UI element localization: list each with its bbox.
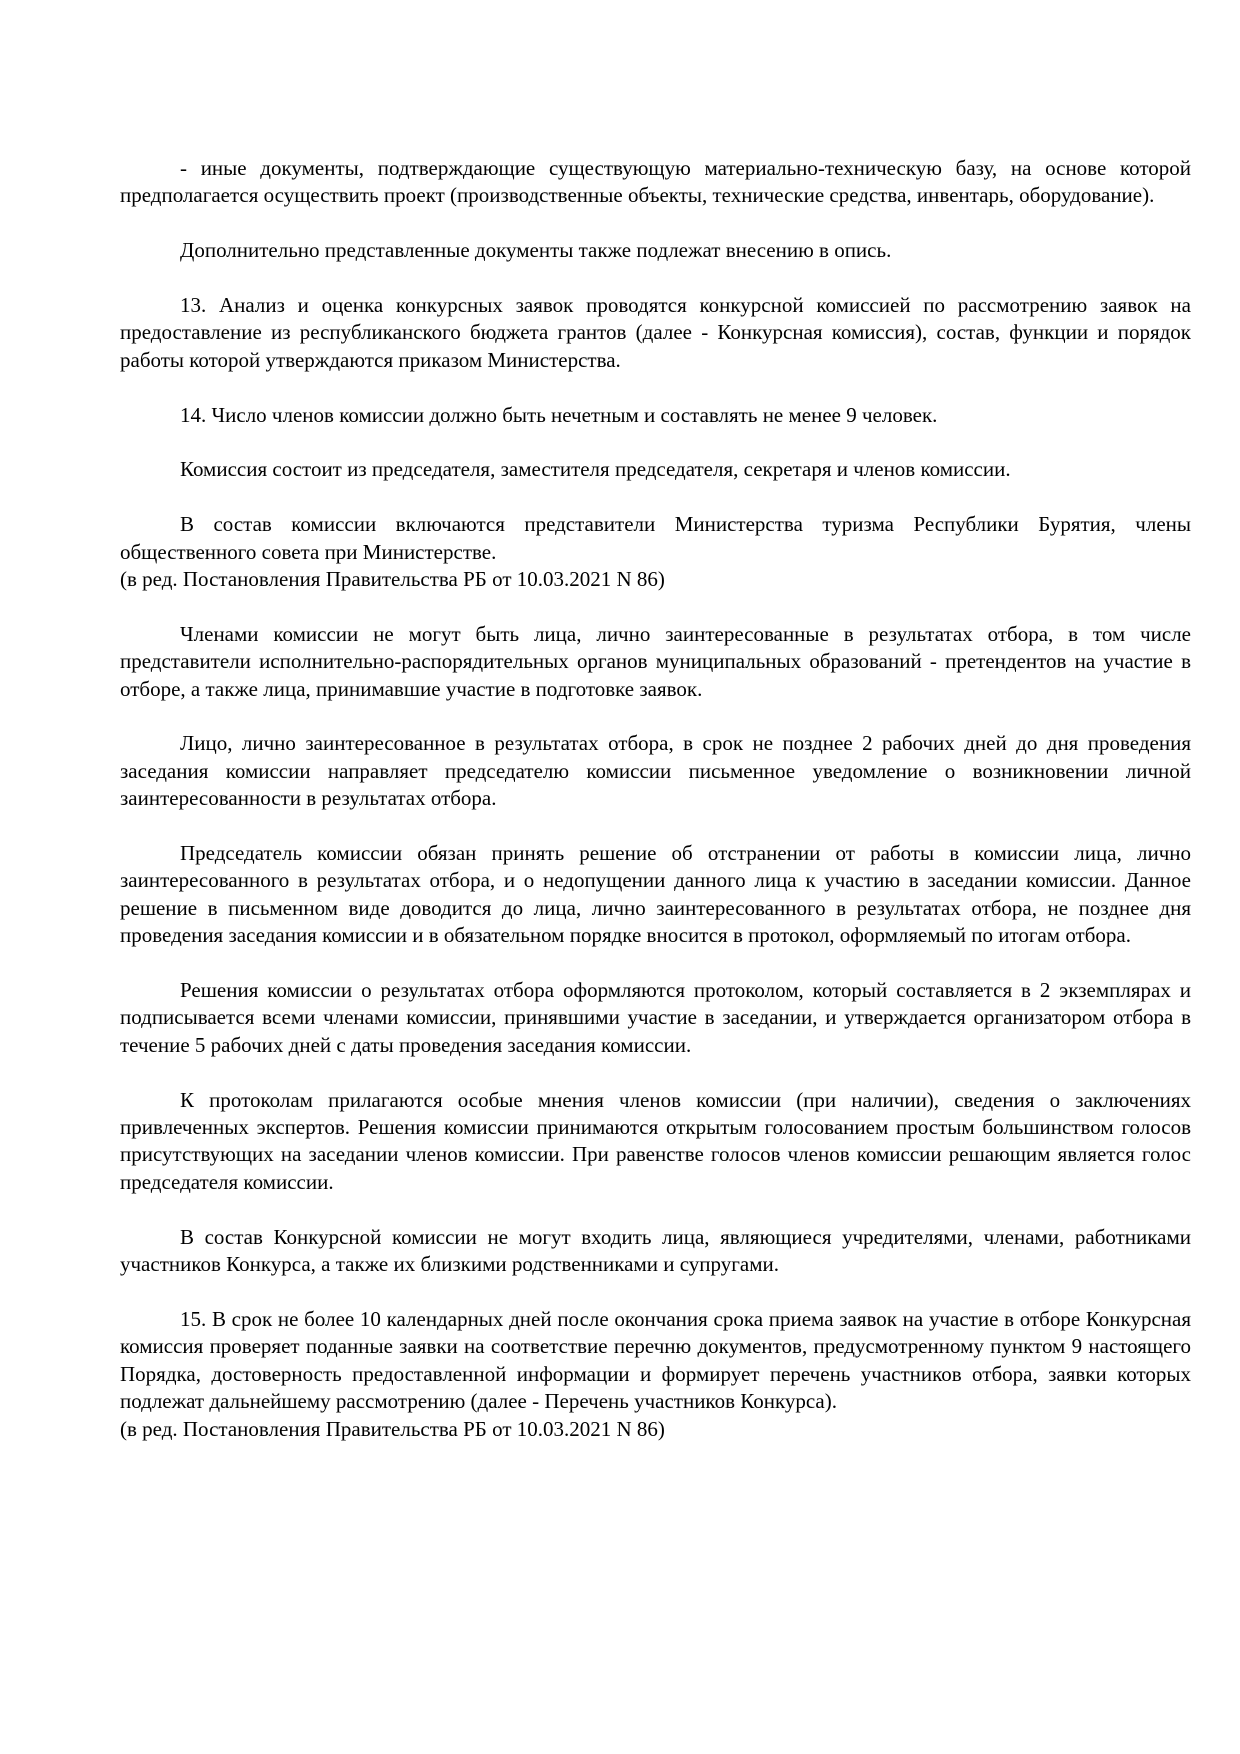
paragraph-composition-restrictions: В состав Конкурсной комиссии не могут входить лица, являющиеся учредителями, членами, работниками участников Конкурса, а также их близкими родственниками и супругами. — [120, 1224, 1191, 1277]
paragraph-decisions-protocol: Решения комиссии о результатах отбора оформляются протоколом, который составляется в 2 экземплярах и подписывается всеми членами комиссии, принявшими участие в заседании, и утверждается организатором отбора в течение 5 рабочих дней с даты проведения заседания комиссии. — [120, 978, 1191, 1057]
paragraph-14: 14. Число членов комиссии должно быть нечетным и составлять не менее 9 человек. — [180, 402, 938, 427]
paragraph-additional-documents: Дополнительно представленные документы также подлежат внесению в опись. — [180, 238, 892, 263]
paragraph-13: 13. Анализ и оценка конкурсных заявок проводятся конкурсной комиссией по рассмотрению заявок на предоставление из республиканского бюджета грантов (далее - Конкурсная комиссия), состав, функции и порядок работы которой утверждаются приказом Министерства. — [120, 293, 1191, 372]
paragraph-15: 15. В срок не более 10 календарных дней после окончания срока приема заявок на участие в отборе Конкурсная комиссия проверяет поданные заявки на соответствие перечню документов, предусмотренному пунктом 9 настоящего Порядка, достоверность предоставленной информации и формирует перечень участников отбора, заявки которых подлежат дальнейшему рассмотрению (далее - Перечень участников Конкурса). — [120, 1306, 1191, 1414]
amendment-note: (в ред. Постановления Правительства РБ от 10.03.2021 N 86) — [120, 567, 665, 592]
paragraph-protocol-attachments: К протоколам прилагаются особые мнения членов комиссии (при наличии), сведения о заключениях привлеченных экспертов. Решения комиссии принимаются открытым голосованием простым большинством голосов присутствующих на заседании членов комиссии. При равенстве голосов членов комиссии решающим является голос председателя комиссии. — [120, 1087, 1191, 1194]
paragraph-other-documents: - иные документы, подтверждающие существующую материально-техническую базу, на основе которой предполагается осуществить проект (производственные объекты, технические средства, инвентарь, оборудование). — [120, 156, 1191, 208]
paragraph-commission-structure: Комиссия состоит из председателя, заместителя председателя, секретаря и членов комиссии. — [180, 457, 1011, 482]
document-page — [120, 155, 1191, 1470]
paragraph-excluded-members: Членами комиссии не могут быть лица, лично заинтересованные в результатах отбора, в том числе представители исполнительно-распорядительных органов муниципальных образований - претендентов на участие в отборе, а также лица, принимавшие участие в подготовке заявок. — [120, 621, 1191, 701]
paragraph-chairman-duty: Председатель комиссии обязан принять решение об отстранении от работы в комиссии лица, лично заинтересованного в результатах отбора, и о недопущении данного лица к участию в заседании комиссии. Данное решение в письменном виде доводится до лица, лично заинтересованного в результатах отбора, не позднее дня проведения заседания комиссии и в обязательном порядке вносится в протокол, оформляемый по итогам отбора. — [120, 841, 1191, 948]
amendment-note: (в ред. Постановления Правительства РБ от 10.03.2021 N 86) — [120, 1416, 665, 1441]
paragraph-interested-person: Лицо, лично заинтересованное в результатах отбора, в срок не позднее 2 рабочих дней до дня проведения заседания комиссии направляет председателю комиссии письменное уведомление о возникновении личной заинтересованности в результатах отбора. — [120, 731, 1191, 811]
paragraph-commission-members: В состав комиссии включаются представители Министерства туризма Республики Бурятия, члены общественного совета при Министерстве. — [120, 512, 1191, 564]
